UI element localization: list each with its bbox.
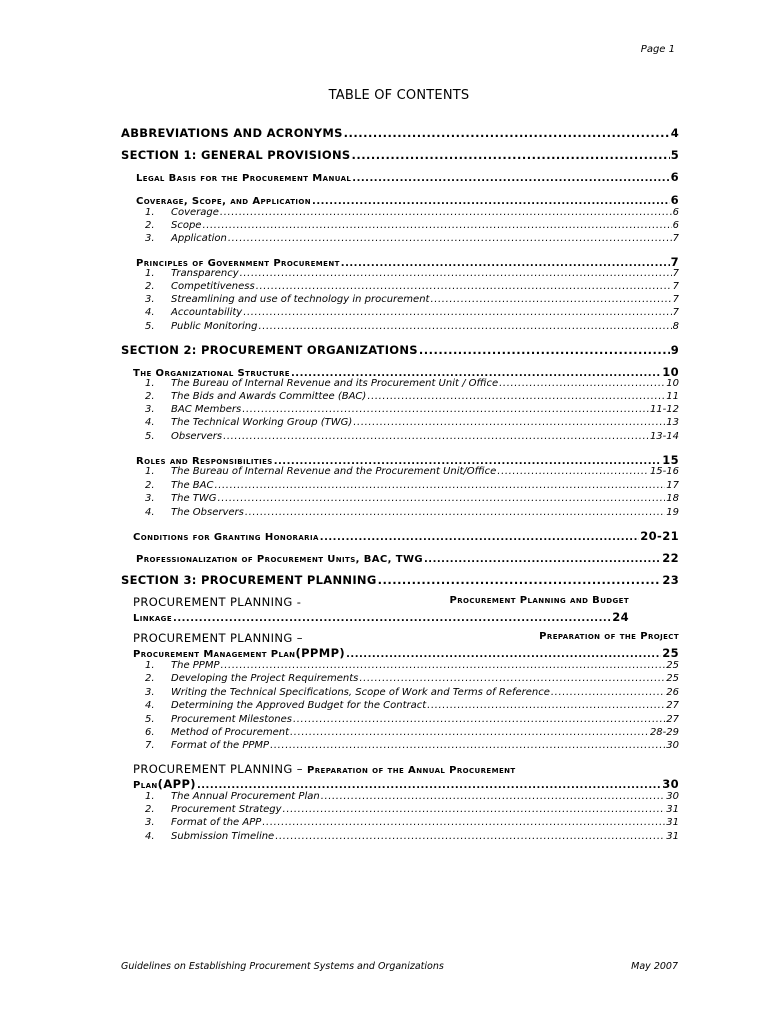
toc-entry-ppmp-line1[interactable]: PROCUREMENT PLANNING – Preparation of the Project	[133, 631, 679, 645]
toc-entry-principles[interactable]: Principles of Government Procurement ..... 7	[136, 255, 679, 269]
toc-entry-milestones[interactable]: 5. Procurement Milestones ..... 27	[145, 714, 679, 725]
toc-entry-twg[interactable]: 4. The Technical Working Group (TWG) ..... 13	[145, 417, 679, 428]
page-number: Page 1	[640, 44, 675, 55]
toc-entry-technical-specs[interactable]: 3. Writing the Technical Specifications, Scope of Work and Terms of Reference ..... 26	[145, 687, 679, 698]
toc-entry-bac[interactable]: 2. The Bids and Awards Committee (BAC) ..... 11	[145, 391, 679, 402]
toc-entry-the-twg[interactable]: 3. The TWG ..... 18	[145, 493, 679, 504]
toc-entry-bac-members[interactable]: 3. BAC Members ..... 11-12	[145, 404, 679, 415]
toc-entry-the-observers[interactable]: 4. The Observers ..... 19	[145, 507, 679, 518]
toc-entry-budget-linkage-line2[interactable]: Linkage ..... 24	[133, 610, 629, 624]
toc-entry-section-3[interactable]: SECTION 3: PROCUREMENT PLANNING ..... 23	[121, 573, 679, 587]
toc-entry-bir-unit[interactable]: 1. The Bureau of Internal Revenue and its Procurement Unit / Office ..... 10	[145, 378, 679, 389]
toc-entry-approved-budget[interactable]: 4. Determining the Approved Budget for the Contract ..... 27	[145, 700, 679, 711]
footer-date: May 2007	[631, 961, 678, 972]
toc-entry-observers[interactable]: 5. Observers ..... 13-14	[145, 431, 679, 442]
toc-entry-ppmp-line2[interactable]: Procurement Management Plan (PPMP) ..... 25	[133, 646, 679, 660]
toc-entry-scope[interactable]: 2. Scope ..... 6	[145, 220, 679, 231]
toc-entry-project-requirements[interactable]: 2. Developing the Project Requirements ..... 25	[145, 673, 679, 684]
toc-entry-competitiveness[interactable]: 2. Competitiveness ..... 7	[145, 281, 679, 292]
toc-entry-section-1[interactable]: SECTION 1: GENERAL PROVISIONS ..... 5	[121, 148, 679, 162]
toc-entry-procurement-strategy[interactable]: 2. Procurement Strategy ..... 31	[145, 804, 679, 815]
toc-entry-annual-plan[interactable]: 1. The Annual Procurement Plan ..... 30	[145, 791, 679, 802]
toc-entry-legal-basis[interactable]: Legal Basis for the Procurement Manual ..... 6	[136, 170, 679, 184]
toc-entry-org-structure[interactable]: The Organizational Structure ..... 10	[133, 365, 679, 379]
toc-entry-abbreviations[interactable]: ABBREVIATIONS AND ACRONYMS ..... 4	[121, 126, 679, 140]
toc-entry-accountability[interactable]: 4. Accountability ..... 7	[145, 307, 679, 318]
footer-document-title: Guidelines on Establishing Procurement Systems and Organizations	[121, 961, 444, 972]
toc-entry-submission-timeline[interactable]: 4. Submission Timeline ..... 31	[145, 831, 679, 842]
toc-entry-roles[interactable]: Roles and Responsibilities ..... 15	[136, 453, 679, 467]
toc-entry-budget-linkage-line1[interactable]: PROCUREMENT PLANNING - Procurement Planning and Budget	[133, 595, 629, 609]
page-title: TABLE OF CONTENTS	[328, 88, 470, 103]
toc-entry-ppmp-format[interactable]: 7. Format of the PPMP ..... 30	[145, 740, 679, 751]
toc-entry-streamlining[interactable]: 3. Streamlining and use of technology in procurement ..... 7	[145, 294, 679, 305]
toc-entry-application[interactable]: 3. Application ..... 7	[145, 233, 679, 244]
toc-entry-app-line1[interactable]: PROCUREMENT PLANNING – Preparation of the Annual Procurement	[133, 762, 516, 776]
toc-entry-public-monitoring[interactable]: 5. Public Monitoring ..... 8	[145, 321, 679, 332]
toc-entry-the-ppmp[interactable]: 1. The PPMP ..... 25	[145, 660, 679, 671]
toc-entry-coverage[interactable]: 1. Coverage ..... 6	[145, 207, 679, 218]
toc-entry-method[interactable]: 6. Method of Procurement ..... 28-29	[145, 727, 679, 738]
toc-entry-transparency[interactable]: 1. Transparency ..... 7	[145, 268, 679, 279]
toc-entry-app-format[interactable]: 3. Format of the APP ..... 31	[145, 817, 679, 828]
toc-entry-bir-roles[interactable]: 1. The Bureau of Internal Revenue and the Procurement Unit/Office ..... 15-16	[145, 466, 679, 477]
toc-entry-honoraria[interactable]: Conditions for Granting Honoraria ..... 20-21	[133, 529, 679, 543]
toc-entry-app-line2[interactable]: Plan (APP) ..... 30	[133, 777, 679, 791]
toc-entry-the-bac[interactable]: 2. The BAC ..... 17	[145, 480, 679, 491]
toc-entry-section-2[interactable]: SECTION 2: PROCUREMENT ORGANIZATIONS ..... 9	[121, 343, 679, 357]
toc-entry-professionalization[interactable]: Professionalization of Procurement Units, BAC, TWG ..... 22	[136, 551, 679, 565]
toc-entry-coverage-scope[interactable]: Coverage, Scope, and Application ..... 6	[136, 193, 679, 207]
